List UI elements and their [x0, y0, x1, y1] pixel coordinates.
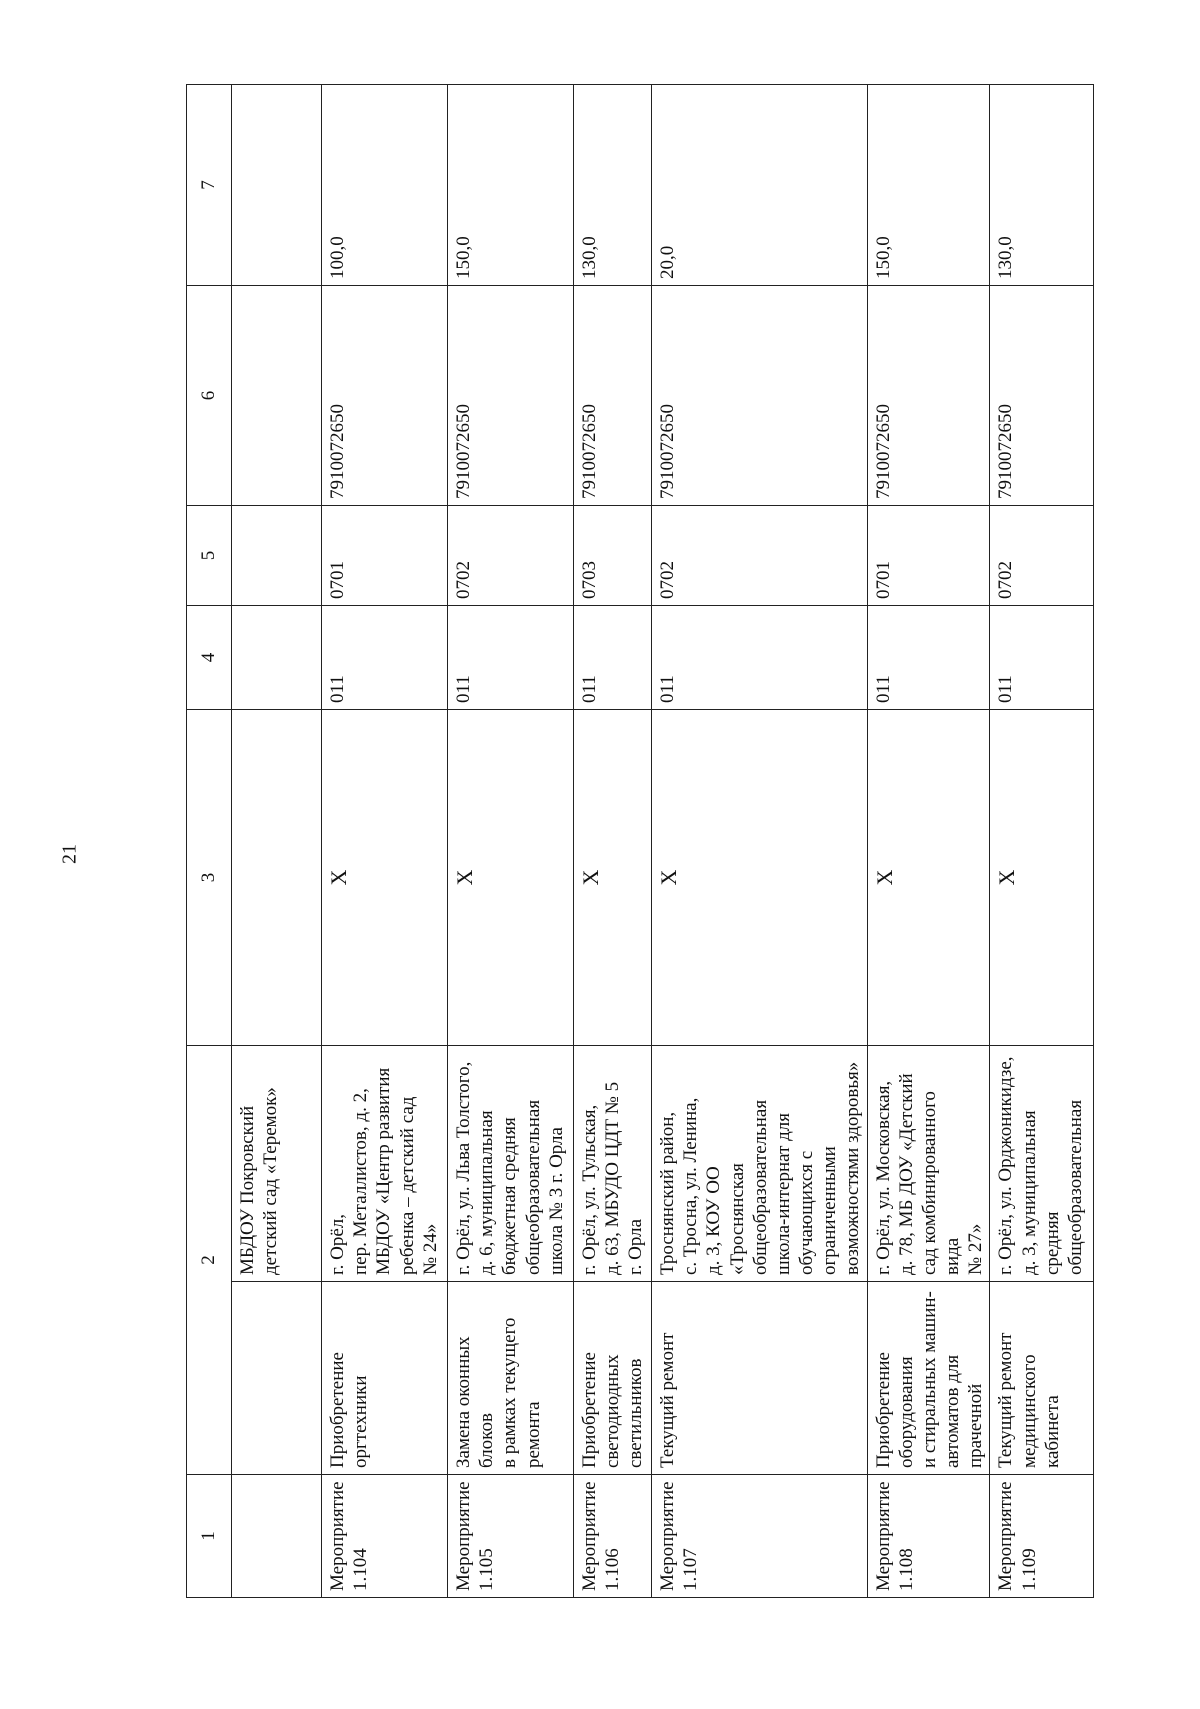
cell-id: Мероприятие 1.106 — [574, 1475, 652, 1598]
cell-col6: 7910072650 — [652, 286, 868, 506]
table-row — [652, 85, 868, 1598]
cell-id: Мероприятие 1.108 — [867, 1475, 990, 1598]
header-col-1: 1 — [187, 1475, 232, 1598]
cell-name: Приобретение светодиодных светильников — [574, 1282, 652, 1475]
cell-object: г. Орёл, ул. Льва Толстого, д. 6, муниципальная бюджетная средняя общеобразовательная школа № 3 г. Орла — [448, 1046, 574, 1282]
cell-col4: 011 — [322, 606, 448, 710]
cell-col6: 7910072650 — [990, 286, 1094, 506]
cell-id: Мероприятие 1.109 — [990, 1475, 1094, 1598]
cell-col6: 7910072650 — [448, 286, 574, 506]
cell-col3: X — [322, 710, 448, 1046]
header-col-3: 3 — [187, 710, 232, 1046]
table-row — [448, 85, 574, 1598]
cell-object: Троснянский район, с. Тросна, ул. Ленина, д. 3, КОУ ОО «Троснянская общеобразовательная школа-интернат для обучающихся с ограниченными возможностями здоровья» — [652, 1046, 868, 1282]
cell-object: МБДОУ Покровский детский сад «Теремок» — [232, 1046, 322, 1282]
cell-col6 — [232, 286, 322, 506]
cell-col4: 011 — [867, 606, 990, 710]
cell-col5 — [232, 506, 322, 606]
cell-col3: X — [574, 710, 652, 1046]
header-col-4: 4 — [187, 606, 232, 710]
cell-col3 — [232, 710, 322, 1046]
cell-col4: 011 — [448, 606, 574, 710]
cell-object: г. Орёл, ул. Тульская, д. 63, МБУДО ЦДТ № 5 г. Орла — [574, 1046, 652, 1282]
cell-col3: X — [990, 710, 1094, 1046]
cell-name — [232, 1282, 322, 1475]
cell-col7: 100,0 — [322, 85, 448, 286]
header-col-2: 2 — [187, 1046, 232, 1475]
cell-name: Текущий ремонт медицинского кабинета — [990, 1282, 1094, 1475]
table-row — [867, 85, 990, 1598]
cell-id: Мероприятие 1.104 — [322, 1475, 448, 1598]
cell-id: Мероприятие 1.105 — [448, 1475, 574, 1598]
cell-col3: X — [867, 710, 990, 1046]
cell-col5: 0702 — [448, 506, 574, 606]
header-col-7: 7 — [187, 85, 232, 286]
cell-col4: 011 — [574, 606, 652, 710]
cell-col3: X — [652, 710, 868, 1046]
header-col-6: 6 — [187, 286, 232, 506]
cell-col7 — [232, 85, 322, 286]
cell-col6: 7910072650 — [574, 286, 652, 506]
cell-object: г. Орёл, ул. Орджоникидзе, д. 3, муниципальная средняя общеобразовательная — [990, 1046, 1094, 1282]
cell-name: Приобретение оргтехники — [322, 1282, 448, 1475]
cell-col5: 0702 — [652, 506, 868, 606]
cell-name: Приобретение оборудования и стиральных машин- автоматов для прачечной — [867, 1282, 990, 1475]
cell-name: Замена оконных блоков в рамках текущего ремонта — [448, 1282, 574, 1475]
rotated-table-container — [186, 85, 1086, 1598]
cell-col7: 20,0 — [652, 85, 868, 286]
cell-col4: 011 — [652, 606, 868, 710]
table-row-continuation — [232, 85, 322, 1598]
cell-id: Мероприятие 1.107 — [652, 1475, 868, 1598]
cell-col7: 130,0 — [574, 85, 652, 286]
cell-col5: 0702 — [990, 506, 1094, 606]
table-row — [990, 85, 1094, 1598]
cell-col7: 130,0 — [990, 85, 1094, 286]
cell-name: Текущий ремонт — [652, 1282, 868, 1475]
budget-table — [186, 84, 1094, 1598]
cell-id — [232, 1475, 322, 1598]
cell-col6: 7910072650 — [867, 286, 990, 506]
cell-col5: 0701 — [867, 506, 990, 606]
cell-col3: X — [448, 710, 574, 1046]
header-col-5: 5 — [187, 506, 232, 606]
cell-object: г. Орёл, ул. Московская, д. 78, МБ ДОУ «Детский сад комбинированного вида № 27» — [867, 1046, 990, 1282]
page-number: 21 — [58, 844, 81, 864]
table-row — [574, 85, 652, 1598]
header-row — [187, 85, 232, 1598]
cell-object: г. Орёл, пер. Металлистов, д. 2, МБДОУ «Центр развития ребенка – детский сад № 24» — [322, 1046, 448, 1282]
cell-col5: 0701 — [322, 506, 448, 606]
cell-col4 — [232, 606, 322, 710]
cell-col5: 0703 — [574, 506, 652, 606]
cell-col4: 011 — [990, 606, 1094, 710]
cell-col7: 150,0 — [448, 85, 574, 286]
table-row — [322, 85, 448, 1598]
cell-col7: 150,0 — [867, 85, 990, 286]
cell-col6: 7910072650 — [322, 286, 448, 506]
